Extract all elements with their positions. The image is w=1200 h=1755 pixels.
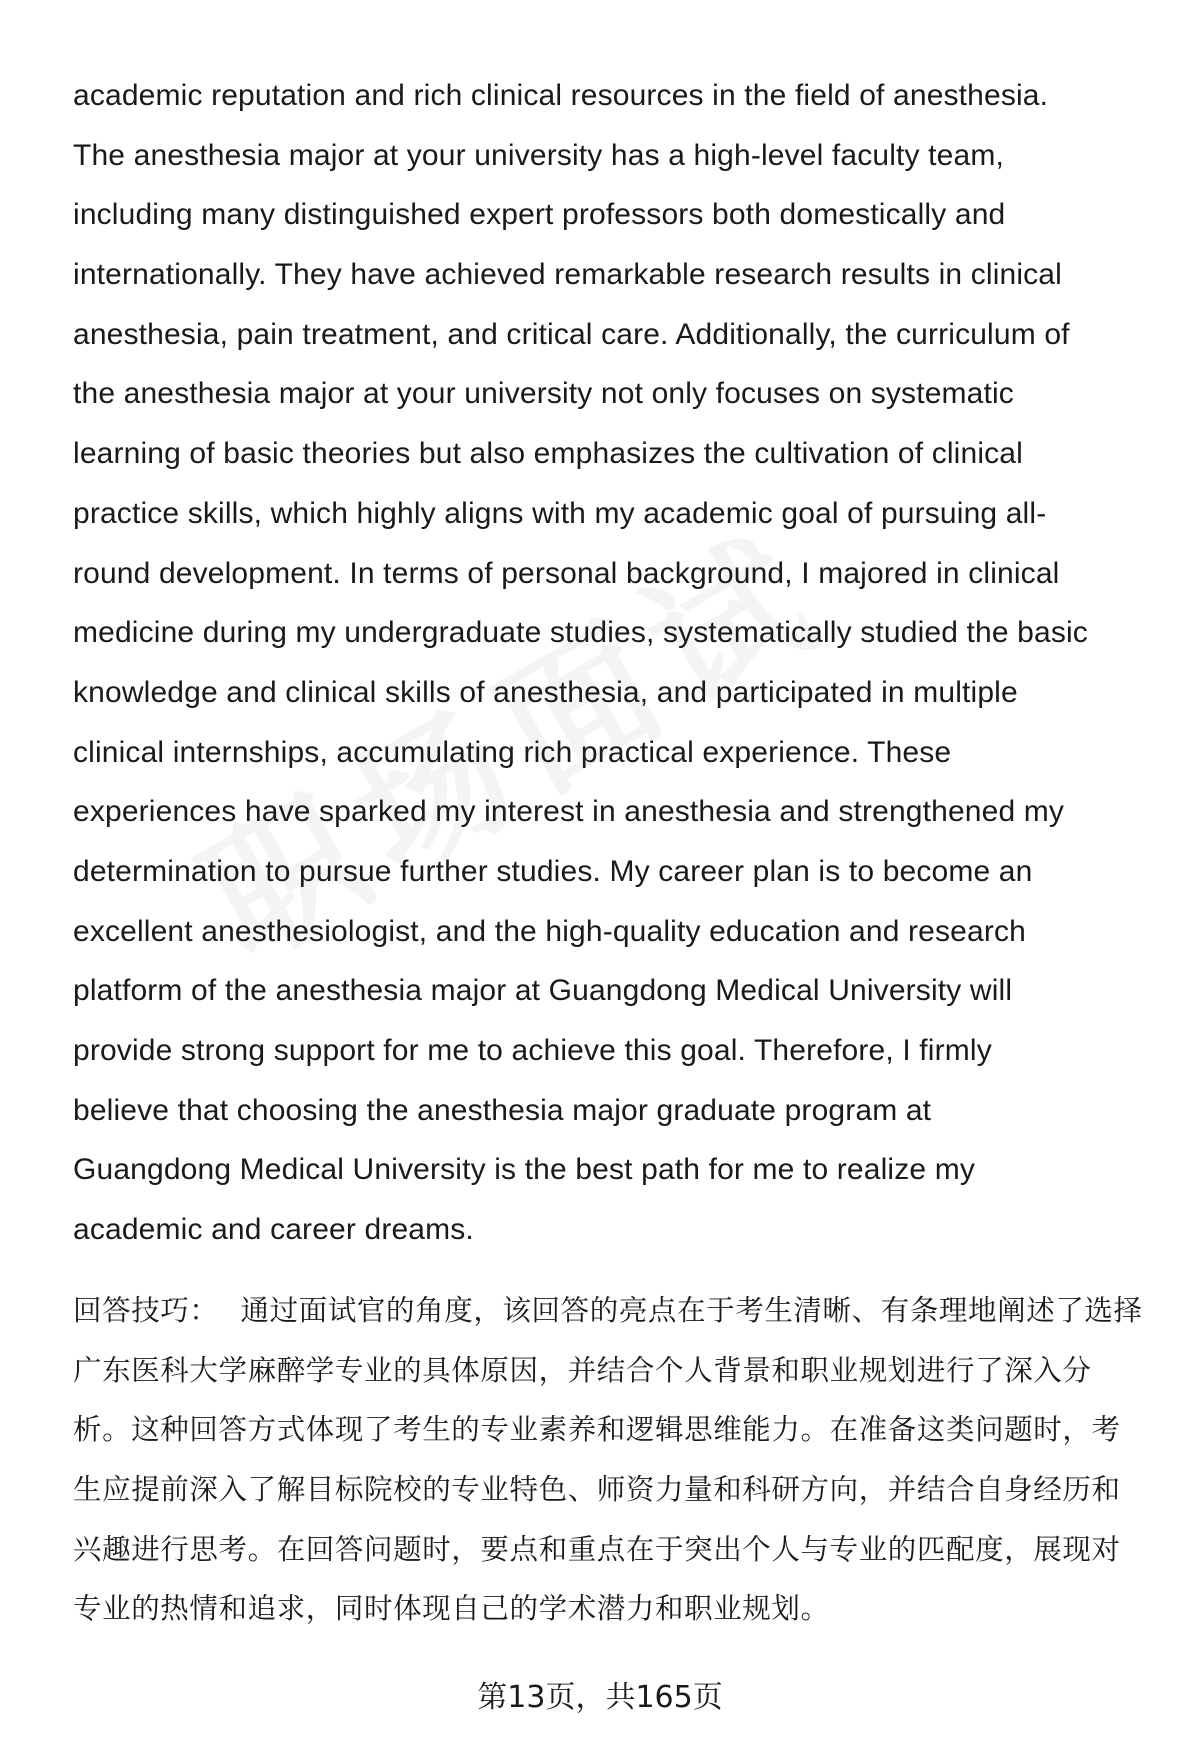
answer-line: determination to pursue further studies. My career plan is to become an	[73, 854, 1033, 888]
answer-line: excellent anesthesiologist, and the high-quality education and research	[73, 914, 1026, 948]
answer-line: The anesthesia major at your university has a high-level faculty team,	[73, 138, 1004, 172]
tips-line: 兴趣进行思考。在回答问题时，要点和重点在于突出个人与专业的匹配度，展现对	[73, 1532, 1121, 1566]
tips-label: 回答技巧：	[73, 1294, 219, 1327]
tips-line: 广东医科大学麻醉学专业的具体原因，并结合个人背景和职业规划进行了深入分	[73, 1353, 1092, 1387]
answer-line: platform of the anesthesia major at Guangdong Medical University will	[73, 974, 1013, 1008]
tips-text: 通过面试官的角度，该回答的亮点在于考生清晰、有条理地阐述了选择	[240, 1294, 1143, 1327]
answer-line: internationally. They have achieved remarkable research results in clinical	[73, 258, 1062, 292]
answer-line: academic reputation and rich clinical resources in the field of anesthesia.	[73, 79, 1049, 112]
tips-line: 专业的热情和追求，同时体现自己的学术潜力和职业规划。	[73, 1592, 830, 1626]
tips-line: 析。这种回答方式体现了考生的专业素养和逻辑思维能力。在准备这类问题时，考	[73, 1413, 1121, 1447]
answer-line: medicine during my undergraduate studies, systematically studied the basic	[73, 616, 1088, 650]
answer-line: anesthesia, pain treatment, and critical care. Additionally, the curriculum of	[73, 317, 1070, 351]
answer-line: the anesthesia major at your university not only focuses on systematic	[73, 377, 1014, 411]
answer-line: practice skills, which highly aligns with my academic goal of pursuing all-	[73, 496, 1047, 530]
answer-line: experiences have sparked my interest in anesthesia and strengthened my	[73, 795, 1065, 829]
answer-line: knowledge and clinical skills of anesthesia, and participated in multiple	[73, 675, 1018, 709]
answer-line: learning of basic theories but also emphasizes the cultivation of clinical	[73, 437, 1023, 471]
answer-line: Guangdong Medical University is the best path for me to realize my	[73, 1153, 975, 1187]
answer-line: clinical internships, accumulating rich practical experience. These	[73, 735, 952, 769]
answer-line: believe that choosing the anesthesia major graduate program at	[73, 1093, 932, 1127]
tips-first-line	[73, 1281, 1163, 1341]
answer-line: academic and career dreams.	[73, 1213, 474, 1247]
answer-line: round development. In terms of personal background, I majored in clinical	[73, 556, 1060, 590]
answer-line: provide strong support for me to achieve this goal. Therefore, I firmly	[73, 1034, 992, 1067]
answer-paragraph	[73, 66, 1163, 1260]
page-number: 第13页，共165页	[477, 1680, 723, 1715]
answer-line: including many distinguished expert professors both domestically and	[73, 198, 1006, 232]
answer-tips	[73, 1281, 1163, 1639]
tips-line: 生应提前深入了解目标院校的专业特色、师资力量和科研方向，并结合自身经历和	[73, 1473, 1121, 1507]
